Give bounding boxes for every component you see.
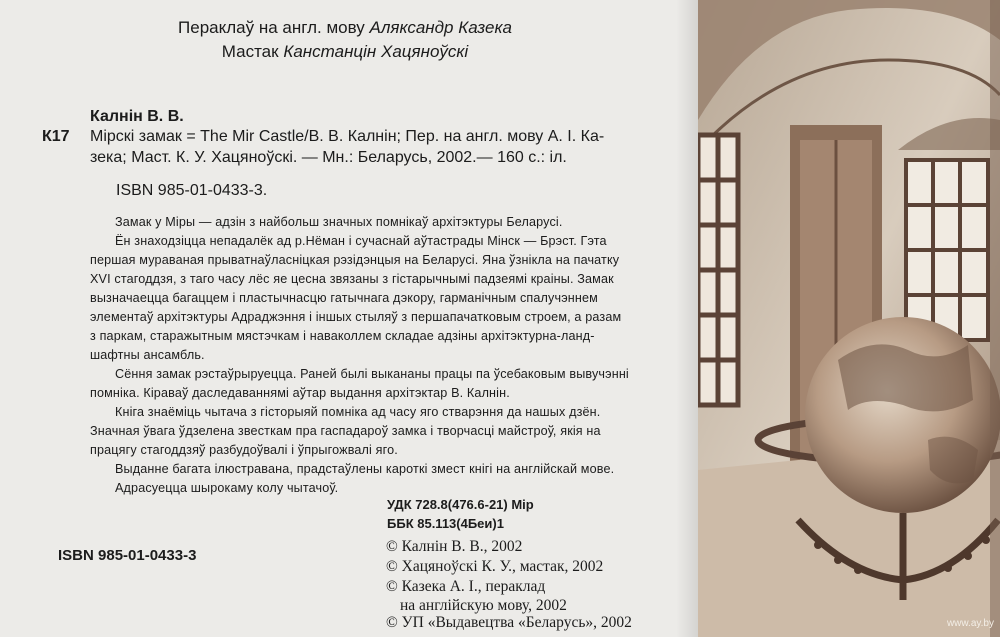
artist-credit (0, 42, 690, 62)
annotation-line: працягу стагоддзяў разбудоўвалі і ўпрыгожвалі яго. (90, 443, 398, 457)
catalog-entry-line: Мірскі замак = The Mir Castle/В. В. Калнін; Пер. на англ. мову А. І. Ка- (90, 128, 605, 145)
annotation-line: Значная ўвага ўдзелена звесткам пра гаспадароў замка і творчасці майстроў, якія на (90, 424, 601, 438)
annotation-line: першая мураваная прыватнаўласніцкая рэзідэнцыя на Беларусі. Яна ўзнікла на пачатку (90, 253, 620, 267)
catalog-author: Калнін В. В. (90, 108, 184, 125)
annotation-line: Выданне багата ілюстравана, прадстаўлены кароткі змест кнігі на англійскай мове. (115, 462, 615, 476)
annotation-line: XVI стагоддзя, з таго часу лёс яе цесна звязаны з гістарычнымі падзеямі краіны. Замак (90, 272, 614, 286)
annotation-line: элементаў архітэктуры Адраджэння і іншых стыляў з першапачатковым строем, а разам (90, 310, 622, 324)
annotation-line: Замак у Міры — адзін з найбольш значных помнікаў архітэктуры Беларусі. (115, 215, 563, 229)
copyright-line: © Калнін В. В., 2002 (386, 538, 523, 555)
artist-label: Мастак (221, 42, 279, 61)
annotation-line: шафтны ансамбль. (90, 348, 205, 362)
translator-name: Аляксандр Казека (369, 18, 512, 37)
annotation-line: помніка. Кіраваў даследаваннямі аўтар выдання архітэктар В. Калнін. (90, 386, 510, 400)
udk-index: УДК 728.8(476.6-21) Мір (387, 497, 534, 512)
annotation-line: Сёння замак рэстаўрыруецца. Раней былі выкананы працы па ўсебаковым вывучэнні (115, 367, 629, 381)
annotation-line: Кніга знаёміць чытача з гісторыяй помніка ад часу яго стварэння да нашых дзён. (115, 405, 601, 419)
catalog-isbn: ISBN 985-01-0433-3. (116, 182, 268, 199)
translator-label: Пераклаў на англ. мову (178, 18, 365, 37)
globe-in-castle-hall-illustration (698, 0, 1000, 637)
annotation-line: Адрасуецца шырокаму колу чытачоў. (115, 481, 339, 495)
copyright-line: © УП «Выдавецтва «Беларусь», 2002 (386, 614, 632, 631)
annotation-line: вызначаецца багаццем і пластычнасцю гатычнага дэкору, гарманічным спалучэннем (90, 291, 598, 305)
copyright-line: на англійскую мову, 2002 (400, 597, 567, 614)
catalog-entry-line: зека; Маст. К. У. Хацяноўскі. — Мн.: Беларусь, 2002.— 160 с.: іл. (90, 149, 567, 166)
artist-name: Канстанцін Хацяноўскі (283, 42, 469, 61)
castle-hall-globe-illustration (698, 0, 1000, 637)
annotation-line: Ён знаходзіцца непадалёк ад р.Нёман і сучаснай аўтастрады Мінск — Брэст. Гэта (115, 234, 607, 248)
watermark: www.ay.by (946, 618, 994, 629)
annotation-line: з паркам, старажытным мястэчкам і наваколлем складае адзіны архітэктурна-ланд- (90, 329, 595, 343)
translator-credit (0, 18, 690, 38)
copyright-line: © Казека А. І., пераклад (386, 578, 546, 595)
bbk-index: ББК 85.113(4Беи)1 (387, 516, 504, 531)
catalog-code: К17 (42, 128, 70, 145)
copyright-line: © Хацяноўскі К. У., мастак, 2002 (386, 558, 604, 575)
footer-isbn: ISBN 985-01-0433-3 (58, 547, 197, 564)
